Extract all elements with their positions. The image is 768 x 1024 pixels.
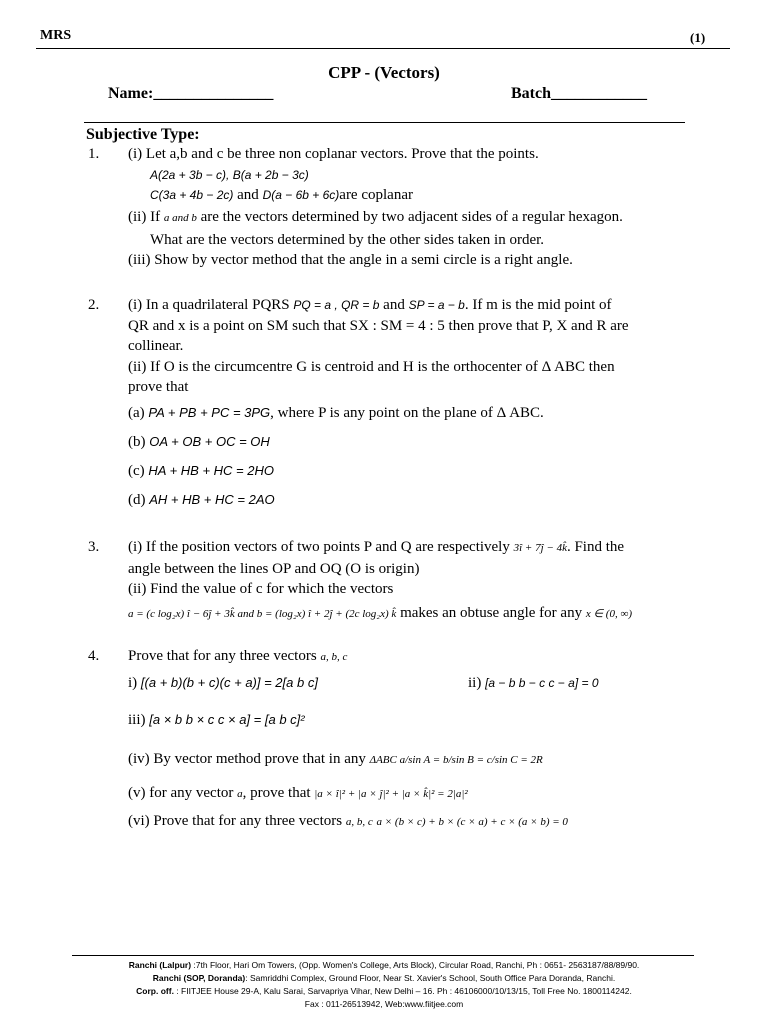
q1-points-ab: A(2a + 3b − c), B(a + 2b − 3c) [150,168,309,182]
footer-lalpur-text: :7th Floor, Hari Om Towers, (Opp. Women's College, Arts Block), Circular Road, Ranchi, Ph : 0651- 2563187/88/89/90. [191,960,640,970]
q4-i-math: [(a + b)(b + c)(c + a)] = 2[a b c] [140,675,318,690]
q4-item-iv [128,751,543,768]
q1-number: 1. [88,146,100,162]
q4-item-i [128,675,318,692]
q4-ii-label: ii) [468,675,482,691]
header-initials: MRS [40,28,72,43]
q3-i-text2: . Find the [566,539,625,555]
q1-part-i: (i) Let a,b and c be three non coplanar vectors. Prove that the points. [128,146,539,162]
q2-i-text1: (i) In a quadrilateral PQRS [128,297,290,313]
section-heading: Subjective Type: [86,126,200,143]
q1-part-ii [128,209,623,226]
q2-i-and: and [383,297,405,313]
q4-v-math2: |a × î|² + |a × ĵ|² + |a × k̂|² = 2|a|² [314,788,468,800]
footer-corp-title: Corp. off. [136,986,174,996]
footer-doranda-text: : Samriddhi Complex, Ground Floor, Near St. Xavier's School, South Office Para Doranda, Ranchi. [245,973,616,983]
q4-vi-math1: a, b, c [345,816,373,828]
q4-item-vi [128,813,568,830]
q4-item-ii [468,675,599,692]
q3-i-text1: (i) If the position vectors of two points P and Q are respectively [128,539,510,555]
header-rule [36,48,730,49]
q4-v-text1: (v) for any vector [128,785,234,801]
q2-item-d [128,492,275,509]
q2-d-label: (d) [128,492,146,508]
q4-vi-math2: a × (b × c) + b × (c × a) + c × (a × b) = 0 [376,816,568,828]
q4-i-label: i) [128,675,138,691]
q2-item-a [128,405,544,422]
q4-v-math1: a [237,788,243,800]
q2-a-math: PA + PB + PC = 3PG [148,405,271,420]
footer-doranda-title: Ranchi (SOP, Doranda) [152,973,246,983]
q2-i-math1: PQ = a , QR = b [293,298,380,312]
q1-part-iii: (iii) Show by vector method that the angle in a semi circle is a right angle. [128,252,573,268]
name-rule [84,122,685,123]
footer-corp-text: : FIITJEE House 29-A, Kalu Sarai, Sarvapriya Vihar, New Delhi – 16. Ph : 46106000/10/13/15, Toll Free No. 1800114242. [173,986,632,996]
q2-number: 2. [88,297,100,313]
footer-corp-office [0,986,768,996]
q4-item-iii [128,712,305,729]
q2-item-c [128,463,274,480]
q1-ii-text: are the vectors determined by two adjacent sides of a regular hexagon. [200,209,623,225]
q4-v-text2: , prove that [242,785,311,801]
q4-item-v [128,785,468,802]
q4-iv-text: (iv) By vector method prove that in any [128,751,366,767]
q1-points-cd [150,187,413,204]
q3-part-i [128,539,624,556]
q4-iii-math: [a × b b × c c × a] = [a b c]² [149,712,305,727]
q3-i-math: 3î + 7ĵ − 4k̂ [513,542,567,554]
q4-intro-math: a, b, c [320,651,348,663]
page-title: CPP - (Vectors) [328,63,440,82]
q1-ii-prefix: (ii) If [128,209,161,225]
footer-address-doranda [0,973,768,983]
q2-part-i-line2: QR and x is a point on SM such that SX : SM = 4 : 5 then prove that P, X and R are [128,318,629,334]
q2-part-ii-line2: prove that [128,379,189,395]
q3-part-i-line2: angle between the lines OP and OQ (O is origin) [128,561,420,577]
footer-lalpur-title: Ranchi (Lalpur) [128,960,192,970]
q4-number: 4. [88,648,100,664]
q3-part-ii-math-line [128,605,632,622]
name-field-label: Name:_______________ [108,85,274,102]
q2-a-label: (a) [128,405,145,421]
q1-coplanar: are coplanar [339,187,413,203]
q2-part-ii: (ii) If O is the circumcentre G is centroid and H is the orthocenter of Δ ABC then [128,359,615,375]
q4-intro-text: Prove that for any three vectors [128,648,317,664]
q3-number: 3. [88,539,100,555]
q3-part-ii: (ii) Find the value of c for which the vectors [128,581,394,597]
q4-iii-label: iii) [128,712,146,728]
footer-rule [72,955,694,956]
q2-c-label: (c) [128,463,145,479]
page-number: (1) [690,30,706,45]
q4-iv-math: ΔABC a/sin A = b/sin B = c/sin C = 2R [369,754,543,766]
q4-ii-math: [a − b b − c c − a] = 0 [485,676,599,690]
q2-a-text: , where P is any point on the plane of Δ ABC. [270,405,544,421]
q2-i-text2: . If m is the mid point of [464,297,612,313]
q2-part-i [128,297,612,314]
q3-ii-text: makes an obtuse angle for any [400,605,583,621]
footer-address-lalpur [0,960,768,970]
q4-vi-text: (vi) Prove that for any three vectors [128,813,343,829]
q4-intro [128,648,347,665]
q3-ii-vectors: a = (c log₂x) î − 6ĵ + 3k̂ and b = (log₂x) î + 2ĵ + (2c log₂x) k̂ [128,608,397,620]
q2-c-math: HA + HB + HC = 2HO [148,463,274,478]
q2-part-i-line3: collinear. [128,338,184,354]
q1-ii-vectors: a and b [163,212,197,224]
q2-item-b [128,434,270,451]
q2-b-label: (b) [128,434,146,450]
q2-b-math: OA + OB + OC = OH [149,434,270,449]
q1-and: and [237,187,259,203]
q1-point-d: D(a − 6b + 6c) [262,188,340,202]
batch-field-label: Batch____________ [511,85,647,102]
q3-ii-domain: x ∈ (0, ∞) [585,608,632,620]
q2-d-math: AH + HB + HC = 2AO [149,492,275,507]
footer-fax-web: Fax : 011-26513942, Web:www.fiitjee.com [304,999,464,1009]
q2-i-math2: SP = a − b [408,298,465,312]
q1-point-c: C(3a + 4b − 2c) [150,188,234,202]
q1-part-ii-cont: What are the vectors determined by the other sides taken in order. [150,232,545,248]
